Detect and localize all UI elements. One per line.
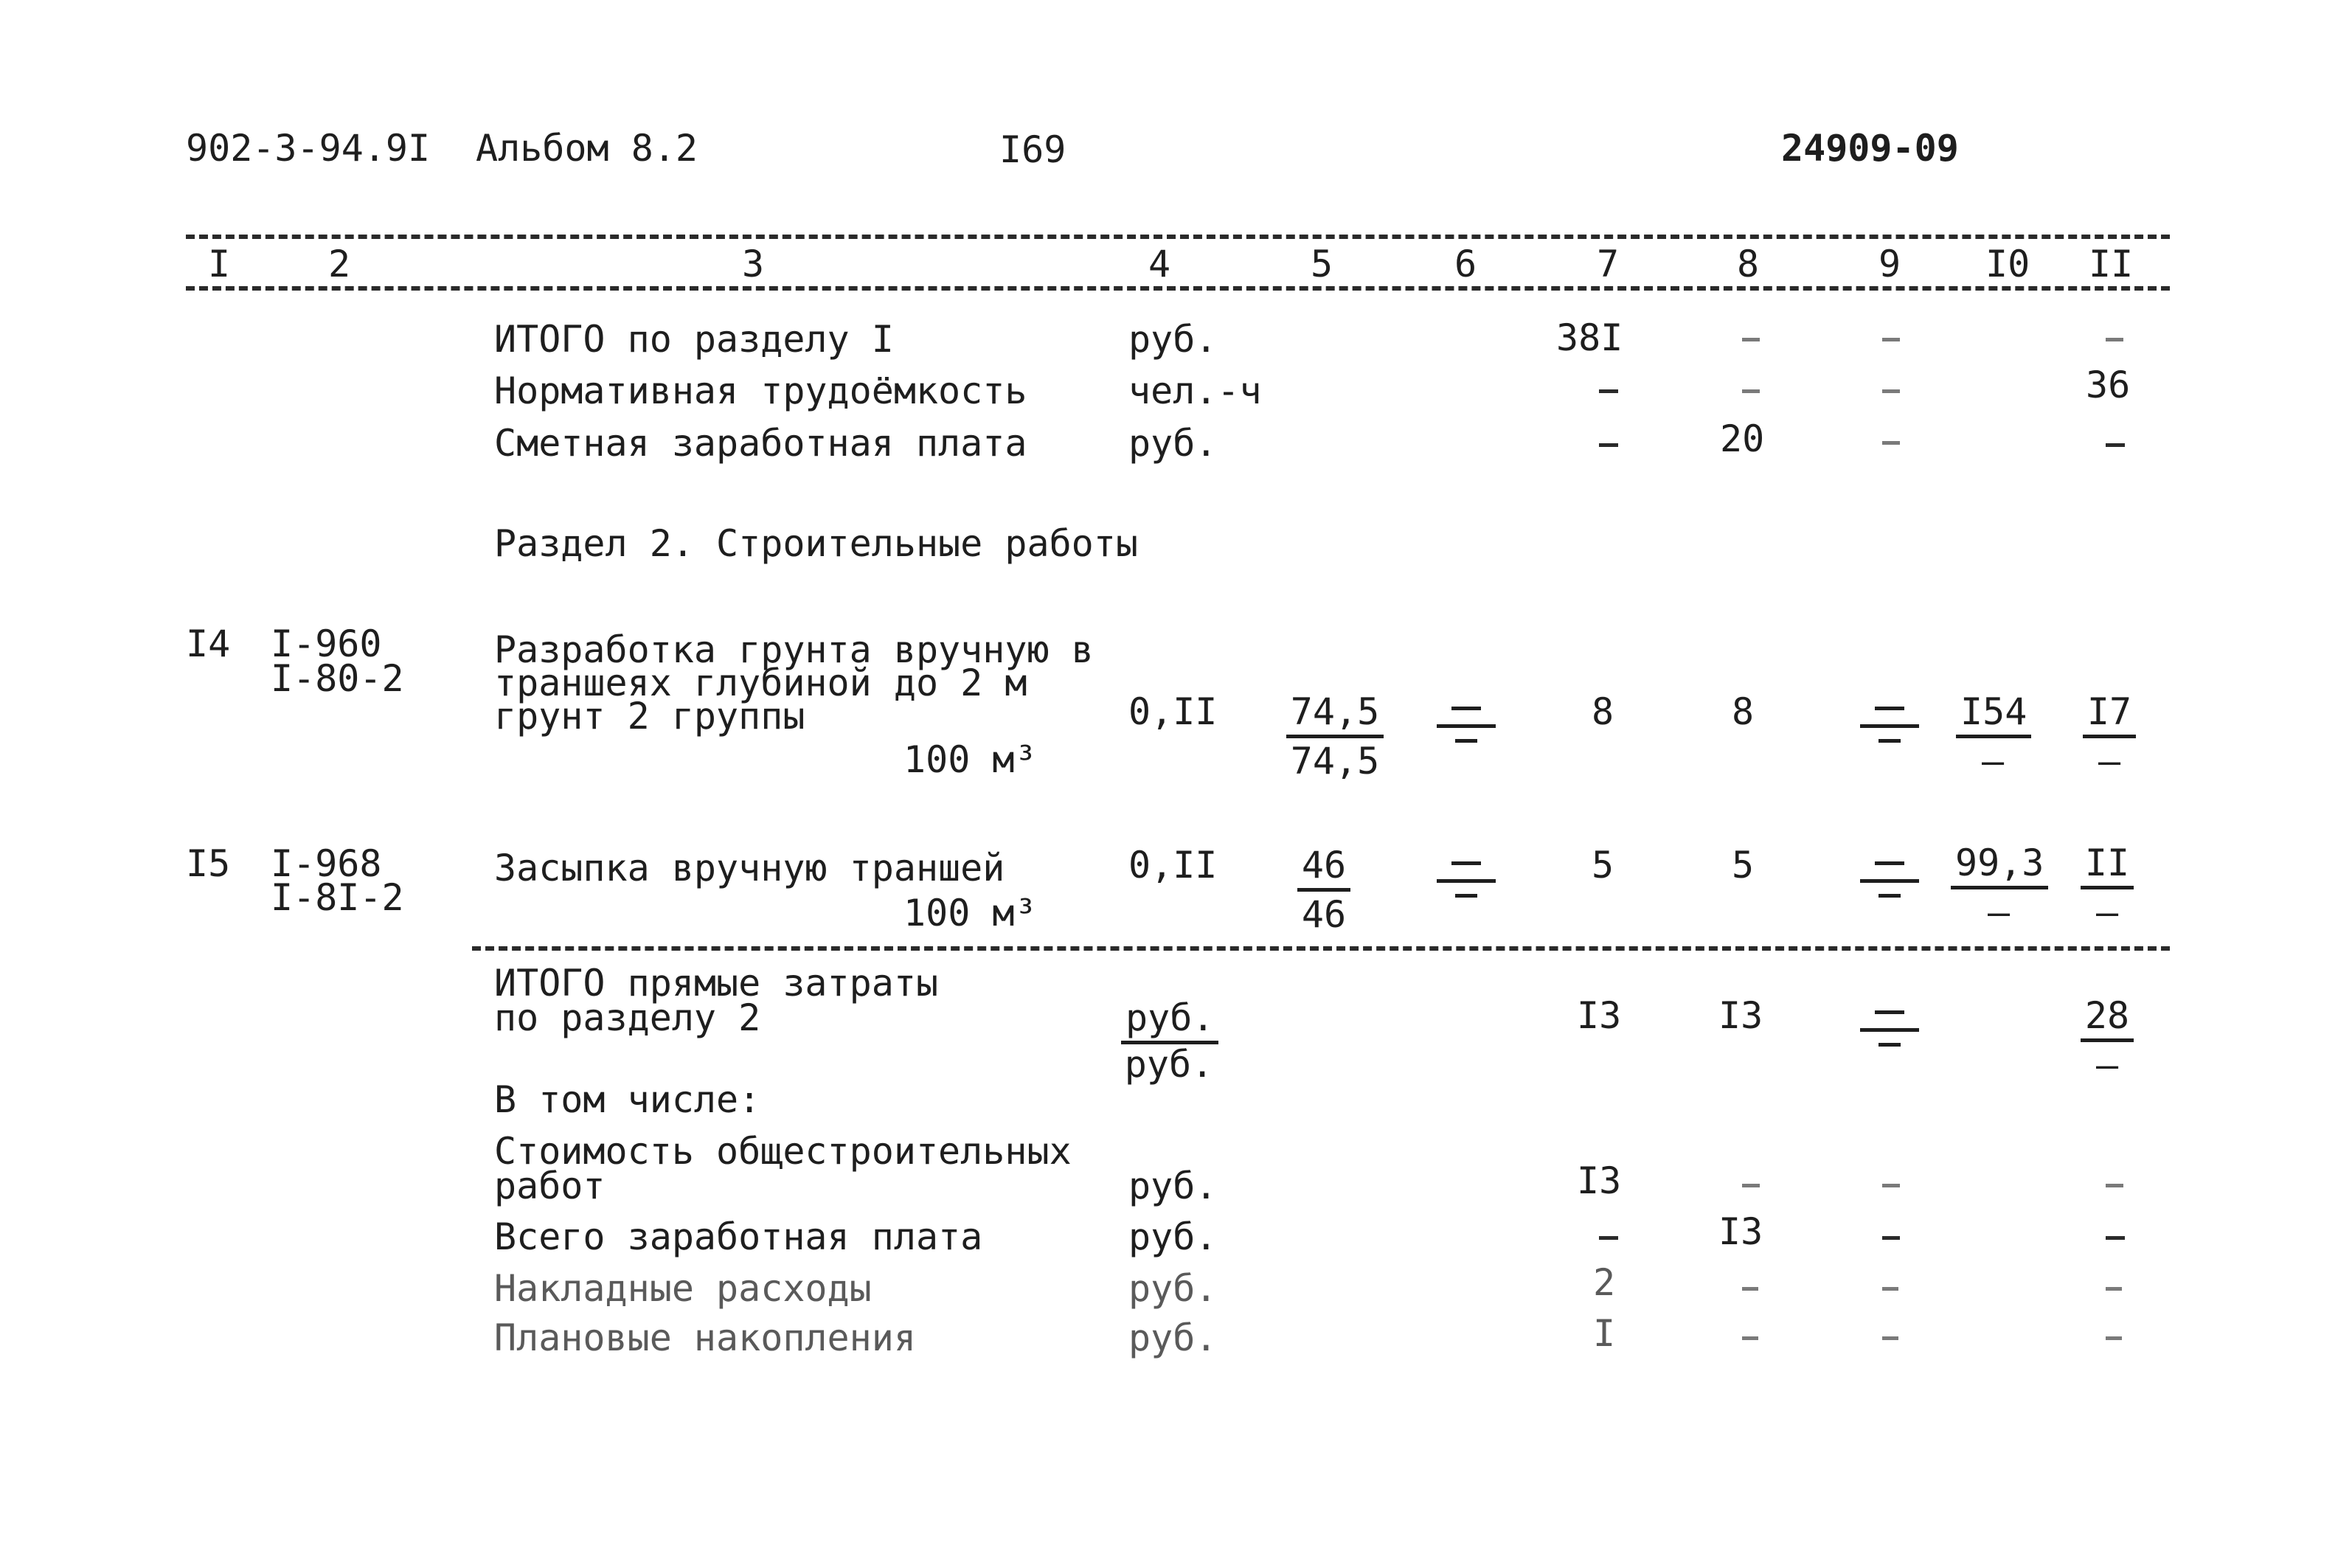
column-header-4: 4	[1148, 243, 1171, 285]
sheet-code: 24909-09	[1781, 127, 1959, 170]
row-14-number: I4	[186, 622, 231, 665]
planned-savings-col7: I	[1593, 1312, 1616, 1355]
row-14-col5-numerator: 74,5	[1286, 693, 1384, 738]
section1-total-label: ИТОГО по разделу I	[494, 318, 894, 361]
row-15-quantity: 0,II	[1128, 844, 1218, 887]
row-15-col10-numerator: 99,3	[1951, 844, 2048, 889]
general-works-col9-dash	[1882, 1184, 1900, 1187]
section1-labor-unit: чел.-ч	[1128, 370, 1262, 412]
direct-costs-unit-denominator: руб.	[1124, 1043, 1214, 1086]
column-header-3: 3	[742, 243, 765, 285]
direct-costs-col8: I3	[1718, 994, 1763, 1037]
direct-costs-unit-fraction	[1121, 996, 1217, 1086]
column-header-5: 5	[1311, 243, 1333, 285]
general-works-label-line1: Стоимость общестроительных	[494, 1130, 1072, 1173]
section1-labor-col8-dash	[1742, 389, 1760, 393]
total-wage-col7-dash	[1599, 1236, 1618, 1240]
total-wage-unit: руб.	[1128, 1215, 1218, 1258]
direct-costs-col11-fraction	[2074, 994, 2140, 1086]
row-14-unit: 100 м³	[903, 738, 1037, 781]
overhead-col9-dash	[1882, 1287, 1898, 1291]
row-15-col10-denominator-dash: –	[1987, 891, 2011, 934]
planned-savings-col8-dash	[1742, 1336, 1758, 1340]
total-wage-col11-dash	[2106, 1236, 2125, 1240]
direct-costs-col7: I3	[1577, 994, 1622, 1037]
row-15-unit: 100 м³	[903, 892, 1037, 934]
section1-total-unit: руб.	[1128, 318, 1218, 361]
direct-costs-label-line2: по разделу 2	[494, 996, 761, 1039]
total-wage-label: Всего заработная плата	[494, 1215, 983, 1258]
general-works-unit: руб.	[1128, 1165, 1218, 1207]
row-14-col11-numerator: I7	[2083, 693, 2136, 738]
album-label: Альбом 8.2	[476, 127, 698, 170]
section1-labor-label: Нормативная трудоёмкость	[494, 370, 1027, 412]
row-14-col11-fraction	[2076, 690, 2143, 783]
column-header-7: 7	[1597, 243, 1620, 285]
section1-total-col8-dash	[1742, 338, 1760, 341]
column-header-9: 9	[1879, 243, 1901, 285]
planned-savings-unit: руб.	[1128, 1317, 1218, 1359]
row-15-col11-fraction	[2074, 842, 2140, 934]
column-header-1: I	[208, 243, 231, 285]
row-15-col5-numerator: 46	[1297, 847, 1350, 892]
planned-savings-label: Плановые накопления	[494, 1317, 916, 1359]
direct-costs-label-line1: ИТОГО прямые затраты	[494, 962, 939, 1005]
section1-total-col9-dash	[1882, 338, 1900, 341]
planned-savings-col9-dash	[1882, 1336, 1898, 1340]
row-14-col6-empty-fraction	[1437, 707, 1496, 743]
row-15-col5-fraction	[1287, 844, 1361, 936]
row-15-col8: 5	[1732, 844, 1755, 887]
general-works-col11-dash	[2106, 1184, 2123, 1187]
section1-labor-col9-dash	[1882, 389, 1900, 393]
document-code: 902-3-94.9I	[186, 127, 431, 170]
row-15-col10-fraction	[1951, 842, 2047, 934]
section1-wage-col9-dash	[1882, 441, 1900, 445]
direct-costs-col11-numerator: 28	[2081, 997, 2134, 1042]
total-wage-col9-dash	[1882, 1236, 1900, 1240]
row-15-col7: 5	[1592, 844, 1614, 887]
overhead-label: Накладные расходы	[494, 1267, 872, 1310]
page-number: I69	[999, 128, 1066, 171]
row-15-number: I5	[186, 842, 231, 885]
section1-total-col7: 38I	[1556, 316, 1623, 359]
row-14-col10-numerator: I54	[1956, 693, 2031, 738]
row-14-description-line3: грунт 2 группы	[494, 695, 805, 738]
row-14-code: I-960	[271, 622, 382, 665]
row-14-description-line1: Разработка грунта вручную в	[494, 628, 1094, 671]
row-14-col7: 8	[1592, 690, 1614, 733]
header-bottom-rule	[186, 286, 2170, 291]
section1-labor-col7-dash	[1599, 389, 1618, 393]
section1-wage-col8: 20	[1720, 417, 1765, 460]
column-header-10: I0	[1985, 243, 2030, 285]
general-works-col7: I3	[1577, 1159, 1622, 1202]
row-14-col8: 8	[1732, 690, 1755, 733]
row-14-description-line2: траншеях глубиной до 2 м	[494, 662, 1027, 704]
column-header-6: 6	[1454, 243, 1477, 285]
direct-costs-col11-denominator-dash: –	[2095, 1044, 2119, 1086]
row-14-subcode: I-80-2	[271, 657, 404, 700]
row-15-code: I-968	[271, 842, 382, 885]
row-15-subcode: I-8I-2	[271, 876, 404, 919]
row-14-col9-empty-fraction	[1860, 707, 1919, 743]
overhead-col8-dash	[1742, 1287, 1758, 1291]
direct-costs-col9-empty-fraction	[1860, 1010, 1919, 1047]
row-14-quantity: 0,II	[1128, 690, 1218, 733]
row-15-col11-denominator-dash: –	[2095, 891, 2119, 934]
section1-wage-label: Сметная заработная плата	[494, 422, 1027, 465]
header-top-rule	[186, 235, 2170, 239]
section1-wage-col11-dash	[2106, 443, 2125, 447]
row-15-col9-empty-fraction	[1860, 861, 1919, 898]
row-14-col5-denominator: 74,5	[1290, 740, 1380, 783]
section1-wage-col7-dash	[1599, 443, 1618, 447]
section1-wage-unit: руб.	[1128, 422, 1218, 465]
totals-separator-rule	[472, 946, 2170, 951]
overhead-col7: 2	[1593, 1261, 1616, 1304]
planned-savings-col11-dash	[2106, 1336, 2122, 1340]
general-works-label-line2: работ	[494, 1165, 606, 1207]
direct-costs-unit-numerator: руб.	[1121, 999, 1218, 1044]
section1-labor-col11: 36	[2086, 364, 2131, 406]
row-14-col10-denominator-dash: –	[1981, 740, 2005, 783]
row-15-description: Засыпка вручную траншей	[494, 847, 1005, 889]
row-14-col10-fraction	[1956, 690, 2030, 783]
general-works-col8-dash	[1742, 1184, 1760, 1187]
total-wage-col8: I3	[1718, 1210, 1763, 1253]
row-15-col11-numerator: II	[2081, 844, 2134, 889]
column-header-2: 2	[328, 243, 351, 285]
section2-title: Раздел 2. Строительные работы	[494, 522, 1138, 565]
overhead-unit: руб.	[1128, 1267, 1218, 1310]
row-15-col6-empty-fraction	[1437, 861, 1496, 898]
column-header-11: II	[2089, 243, 2134, 285]
row-14-col5-fraction	[1283, 690, 1387, 783]
column-header-8: 8	[1737, 243, 1760, 285]
overhead-col11-dash	[2106, 1287, 2122, 1291]
including-label: В том числе:	[494, 1078, 761, 1121]
row-15-col5-denominator: 46	[1301, 893, 1347, 936]
section1-total-col11-dash	[2106, 338, 2123, 341]
row-14-col11-denominator-dash: –	[2098, 740, 2121, 783]
